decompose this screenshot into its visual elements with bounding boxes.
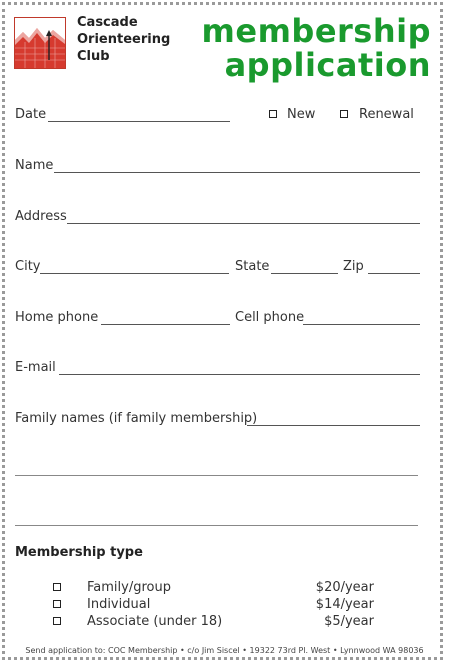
zip-field[interactable] [368,273,420,274]
individual-label: Individual [87,597,151,612]
city-field[interactable] [40,273,229,274]
family-names-extra-line-1[interactable] [15,475,418,476]
family-group-price: $20/year [315,580,374,595]
cell-phone-field[interactable] [303,324,420,325]
new-label: New [287,107,316,122]
individual-price: $14/year [315,597,374,612]
family-names-extra-line-2[interactable] [15,525,418,526]
individual-checkbox-icon[interactable] [53,600,61,608]
zip-label: Zip [343,259,364,274]
state-label: State [235,259,270,274]
family-group-checkbox-icon[interactable] [53,583,61,591]
email-label: E-mail [15,360,56,375]
address-field[interactable] [67,223,420,224]
page-border [2,2,443,660]
home-phone-label: Home phone [15,310,99,325]
club-name [77,14,170,65]
name-field[interactable] [54,172,420,173]
renewal-checkbox-icon[interactable] [340,110,348,118]
club-logo-icon [14,17,66,69]
club-name-line-2: Orienteering [77,32,171,47]
cell-phone-label: Cell phone [235,310,305,325]
title-line-1: membership [201,12,431,50]
home-phone-field[interactable] [101,324,230,325]
page-title [202,14,431,82]
new-checkbox-icon[interactable] [269,110,277,118]
family-group-label: Family/group [87,580,171,595]
state-field[interactable] [271,273,338,274]
date-field[interactable] [48,121,230,122]
club-name-line-1: Cascade [77,15,138,30]
associate-label: Associate (under 18) [87,614,223,629]
address-label: Address [15,209,67,224]
city-label: City [15,259,41,274]
membership-type-heading: Membership type [15,545,143,560]
renewal-label: Renewal [359,107,414,122]
mailing-address-footer: Send application to: COC Membership • c/o Jim Siscel • 19322 73rd Pl. West • Lynnwood WA 98036 [25,646,424,655]
name-label: Name [15,158,54,173]
club-name-line-3: Club [77,49,110,64]
date-label: Date [15,107,47,122]
title-line-2: application [224,46,431,84]
associate-price: $5/year [324,614,374,629]
family-names-label: Family names (if family membership) [15,411,258,426]
associate-checkbox-icon[interactable] [53,617,61,625]
family-names-field[interactable] [247,425,420,426]
email-field[interactable] [59,374,420,375]
